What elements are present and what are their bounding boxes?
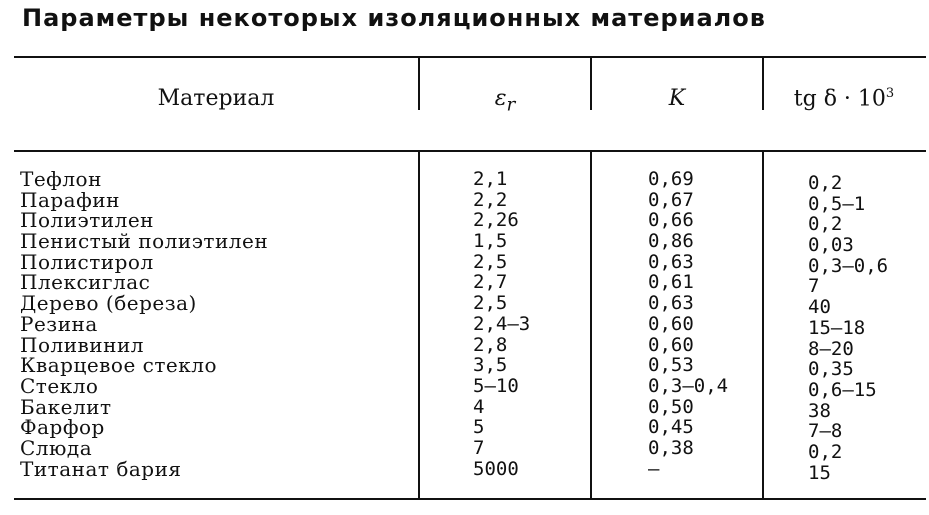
epsilon-cell: 2,5 <box>473 250 508 273</box>
material-cell: Фарфор <box>20 415 105 440</box>
tg-delta-cell: 7 <box>808 275 820 298</box>
epsilon-cell: 5000 <box>473 457 519 480</box>
k-cell: 0,67 <box>648 188 694 211</box>
material-cell: Кварцевое стекло <box>20 353 218 378</box>
tg-delta-cell: 0,2 <box>808 213 843 236</box>
k-cell: 0,3—0,4 <box>648 374 729 397</box>
epsilon-cell: 2,2 <box>473 188 508 211</box>
material-cell: Дерево (береза) <box>20 291 197 316</box>
tg-delta-cell: 8—20 <box>808 337 854 360</box>
epsilon-cell: 4 <box>473 395 485 418</box>
tg-delta-cell: 40 <box>808 296 831 319</box>
k-cell: 0,45 <box>648 416 694 439</box>
epsilon-cell: 2,4—3 <box>473 312 531 335</box>
column-divider-2-body <box>590 152 592 498</box>
material-cell: Парафин <box>20 187 120 212</box>
material-cell: Поливинил <box>20 332 144 357</box>
material-cell: Тефлон <box>20 167 102 191</box>
tg-delta-cell: 0,5—1 <box>808 192 866 215</box>
table-title: Параметры некоторых изоляционных материалов <box>22 4 766 32</box>
epsilon-cell: 2,1 <box>473 168 508 190</box>
header-tg-delta: tg $\delta \cdot 10^3$ <box>793 86 895 112</box>
material-cell: Стекло <box>20 373 99 398</box>
tg-delta-cell: 7—8 <box>808 420 843 443</box>
table-top-rule <box>14 56 926 58</box>
k-cell: 0,86 <box>648 230 694 253</box>
k-cell: 0,60 <box>648 333 694 356</box>
tg-delta-cell: 0,35 <box>808 358 854 381</box>
tg-delta-cell: 38 <box>808 399 831 422</box>
k-cell: 0,63 <box>648 250 694 273</box>
tg-delta-cell: 15—18 <box>808 316 866 339</box>
material-cell: Пенистый полиэтилен <box>20 229 269 254</box>
material-cell: Титанат бария <box>20 456 182 481</box>
column-divider-1-body <box>418 152 420 498</box>
k-cell: 0,60 <box>648 312 694 335</box>
epsilon-cell: 1,5 <box>473 230 508 253</box>
epsilon-cell: 2,26 <box>473 209 519 232</box>
k-cell: 0,50 <box>648 395 694 418</box>
k-cell: 0,38 <box>648 436 694 459</box>
tg-delta-cell: 15 <box>808 461 831 484</box>
material-cell: Полистирол <box>20 249 154 274</box>
material-cell: Резина <box>20 311 98 336</box>
header-separator-rule <box>14 150 926 152</box>
tg-delta-cell: 0,2 <box>808 440 843 463</box>
material-cell: Полиэтилен <box>20 208 154 233</box>
tg-delta-cell: 0,2 <box>808 172 843 194</box>
header-epsilon: $\varepsilon_r$ <box>494 86 516 116</box>
material-cell: Плексиглас <box>20 270 151 295</box>
material-cell: Бакелит <box>20 394 112 419</box>
material-cell: Слюда <box>20 435 93 460</box>
k-cell: 0,66 <box>648 209 694 232</box>
epsilon-cell: 3,5 <box>473 354 508 377</box>
column-divider-3-body <box>762 152 764 498</box>
epsilon-cell: 2,5 <box>473 292 508 315</box>
header-material: Материал <box>157 86 275 111</box>
k-cell: 0,63 <box>648 292 694 315</box>
tg-delta-cell: 0,6—15 <box>808 378 877 401</box>
header-k: K <box>668 86 686 111</box>
epsilon-cell: 5 <box>473 416 485 439</box>
epsilon-cell: 2,8 <box>473 333 508 356</box>
k-cell: — <box>648 457 660 480</box>
tg-delta-cell: 0,03 <box>808 234 854 257</box>
k-cell: 0,69 <box>648 168 694 190</box>
k-cell: 0,61 <box>648 271 694 294</box>
epsilon-cell: 7 <box>473 436 485 459</box>
epsilon-cell: 2,7 <box>473 271 508 294</box>
table-bottom-rule <box>14 498 926 500</box>
tg-delta-cell: 0,3—0,6 <box>808 254 889 277</box>
epsilon-cell: 5—10 <box>473 374 519 397</box>
k-cell: 0,53 <box>648 354 694 377</box>
